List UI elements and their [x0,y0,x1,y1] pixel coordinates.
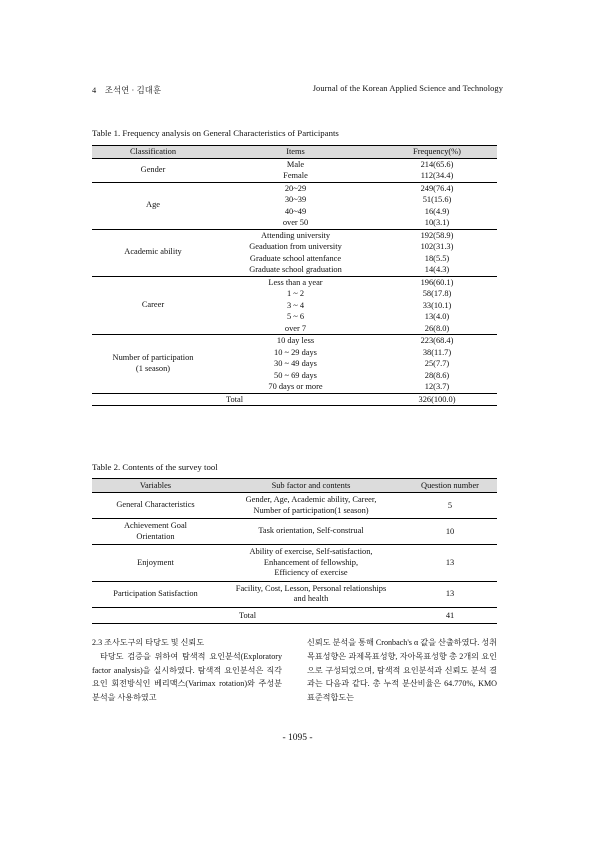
table1-total-row [92,393,497,406]
table2-header-cell: Question number [403,479,497,493]
table1-frequency-cell: 25(7.7) [424,359,450,368]
table2-row [92,545,497,582]
table2-row [92,581,497,607]
table2-row [92,519,497,545]
table1-item-cell: 50 ~ 69 days [274,370,317,380]
table2-header-cell: Variables [92,479,219,493]
table2-row [92,493,497,519]
table2-question-number-cell: 13 [445,589,455,599]
table1-row [92,229,497,241]
table1-classification-cell: Number of participation (1 season) [112,353,194,373]
table1-frequency-cell: 33(10.1) [422,300,452,310]
table1-header-cell: Classification [92,146,214,159]
table1-header-row [92,146,497,159]
table2-header-cell: Sub factor and contents [219,479,403,493]
table1-item-cell: over 50 [282,218,309,227]
table1-frequency-cell: 14(4.3) [424,265,450,274]
body-paragraph-right: 신뢰도 분석을 통해 Cronbach's α 값을 산출하였다. 성취목표성향은 과제목표성향, 자아목표성향 총 2개의 요인으로 구성되었으며, 탐색적 요인분석과 신뢰도 분석 결과는 다음과 같다. 총 누적 분산비율은 64.770%, KMO 표준적합도는 [307,638,497,703]
table2-contents-cell: Gender, Age, Academic ability, Career, Number of participation(1 season) [245,495,377,515]
table1-total-label: Total [92,393,377,406]
table1-frequency-cell: 51(15.6) [422,195,452,204]
table1-caption: Table 1. Frequency analysis on General Characteristics of Participants [92,128,339,138]
table1-frequency-cell: 249(76.4) [420,183,454,193]
table2-contents-cell: Task orientation, Self-construal [258,526,364,536]
table2-variable-cell: General Characteristics [116,500,195,510]
table1-row [92,335,497,347]
table1-item-cell: over 7 [284,323,307,333]
table1-classification-cell: Age [146,200,160,210]
table1-frequency [92,145,497,406]
table1-group [92,182,497,229]
table1-row [92,182,497,194]
table2-total-value: 41 [403,607,497,624]
table2-variable-cell: Achievement Goal Orientation [123,521,188,541]
table1-frequency-cell: 38(11.7) [422,347,452,357]
table1-item-cell: 5 ~ 6 [286,312,305,321]
table1-frequency-cell: 196(60.1) [420,277,454,287]
table1-frequency-cell: 28(8.6) [424,370,450,380]
table2-contents-cell: Facility, Cost, Lesson, Personal relationships and health [235,583,387,603]
body-column-left [92,636,282,705]
table1-frequency-cell: 102(31.3) [420,242,454,251]
table1-item-cell: 3 ~ 4 [286,300,305,310]
table1-item-cell: 30 ~ 49 days [274,359,317,368]
table1-frequency-cell: 214(65.6) [420,159,454,169]
table1-header-cell: Frequency(%) [377,146,497,159]
table1-classification-cell: Gender [140,164,166,174]
page-number: - 1095 - [282,733,313,743]
table1-group [92,229,497,276]
table1-frequency-cell: 12(3.7) [424,382,450,391]
table1-frequency-cell: 112(34.4) [420,171,454,180]
table1-item-cell: Graduate school graduation [249,265,342,274]
table2-variable-cell: Participation Satisfaction [113,588,198,598]
table1-item-cell: Geaduation from university [249,242,342,251]
table1-frequency-cell: 13(4.0) [424,312,450,321]
table2-question-number-cell: 10 [445,526,455,536]
table1-frequency-cell: 192(58.9) [420,230,454,240]
table1-item-cell: 40~49 [284,206,307,216]
table1-header-cell: Items [214,146,377,159]
table1-item-cell: 10 day less [276,336,315,345]
table1-item-cell: 30~39 [284,195,307,204]
table1-frequency-cell: 26(8.0) [424,323,450,333]
table2-caption: Table 2. Contents of the survey tool [92,462,218,472]
table1-item-cell: Less than a year [268,277,323,287]
table1-item-cell: Graduate school attenfance [249,253,342,263]
table2-variable-cell: Enjoyment [137,557,174,567]
table1-row [92,158,497,170]
table2-total-row [92,607,497,624]
table2-question-number-cell: 5 [447,500,453,510]
table1-classification-cell: Academic ability [124,247,182,257]
table1-frequency-cell: 16(4.9) [424,206,450,216]
table1-item-cell: Female [283,171,308,180]
table1-total-value: 326(100.0) [377,393,497,406]
table1-item-cell: 20~29 [284,183,307,193]
table1-group [92,276,497,335]
table2-contents-cell: Ability of exercise, Self-satisfaction, Enhancement of fellowship, Efficiency of exercise [249,547,373,577]
table2-total-label: Total [92,607,403,624]
table2-question-number-cell: 13 [445,558,455,567]
running-header-left: 4 조석연 · 김대훈 [92,86,162,95]
table1-classification-cell: Career [141,300,165,309]
table1-item-cell: Male [286,159,305,169]
section-heading: 2.3 조사도구의 타당도 및 신뢰도 [92,638,205,647]
table1-item-cell: 70 days or more [268,382,323,391]
body-paragraph-left: 타당도 검증을 위하여 탐색적 요인분석(Exploratory factor analysis)을 실시하였다. 탐색적 요인분석은 직각요인 회전방식인 베리맥스(Varimax rotation)와 주성분 분석을 사용하였고 [92,651,282,703]
table1-frequency-cell: 10(3.1) [424,218,450,227]
table1-group [92,335,497,394]
running-header-right: Journal of the Korean Applied Science and Technology [312,84,503,93]
table1-item-cell: Attending university [260,230,331,240]
table1-row [92,276,497,288]
table2-header-row [92,479,497,493]
table2-survey-tool [92,478,497,624]
table1-frequency-cell: 223(68.4) [420,336,454,345]
table1-frequency-cell: 58(17.8) [422,289,452,298]
table1-frequency-cell: 18(5.5) [424,253,450,263]
body-column-right [307,636,497,705]
table1-group [92,158,497,182]
table1-item-cell: 10 ~ 29 days [274,347,317,357]
table1-item-cell: 1 ~ 2 [286,289,305,298]
